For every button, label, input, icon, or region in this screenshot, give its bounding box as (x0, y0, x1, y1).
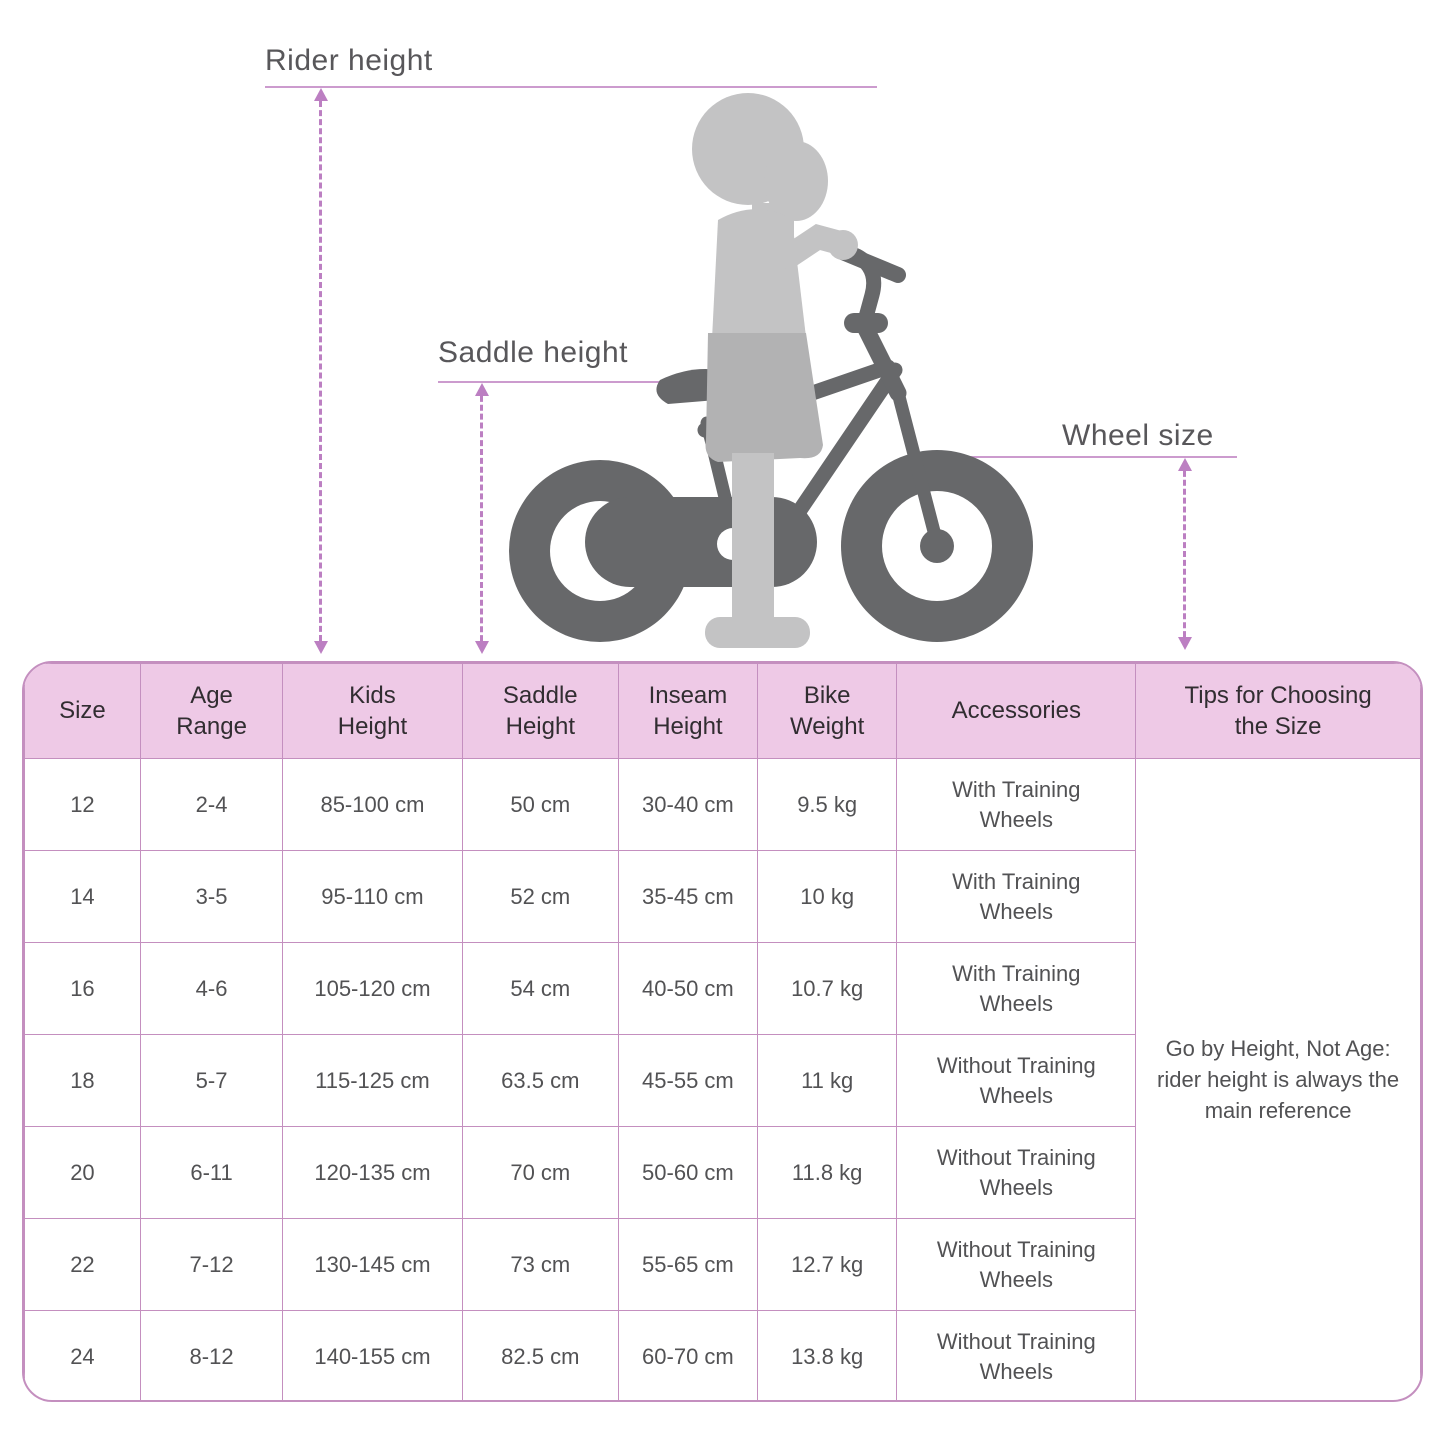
age-cell: 3-5 (140, 851, 282, 943)
age-cell: 5-7 (140, 1035, 282, 1127)
tips-cell: Go by Height, Not Age: rider height is always the main reference (1136, 759, 1421, 1403)
accessories-cell: Without Training Wheels (897, 1311, 1136, 1403)
weight-cell: 12.7 kg (757, 1219, 897, 1311)
weight-cell: 10 kg (757, 851, 897, 943)
size-cell: 18 (25, 1035, 141, 1127)
header-row (25, 664, 1421, 759)
weight-cell: 10.7 kg (757, 943, 897, 1035)
saddle-height-cell: 63.5 cm (462, 1035, 618, 1127)
age-cell: 6-11 (140, 1127, 282, 1219)
accessories-cell: Without Training Wheels (897, 1127, 1136, 1219)
saddle-height-cell: 70 cm (462, 1127, 618, 1219)
header-saddle-height: Saddle Height (462, 664, 618, 759)
wheel-size-label: Wheel size (1062, 419, 1214, 452)
wheel-size-arrow (1183, 462, 1186, 646)
saddle-height-cell: 54 cm (462, 943, 618, 1035)
rider-height-label: Rider height (265, 44, 433, 77)
size-cell: 16 (25, 943, 141, 1035)
chain-guard-icon (585, 497, 817, 587)
inseam-cell: 40-50 cm (618, 943, 757, 1035)
header-accessories: Accessories (897, 664, 1136, 759)
size-cell: 12 (25, 759, 141, 851)
size-cell: 24 (25, 1311, 141, 1403)
age-cell: 8-12 (140, 1311, 282, 1403)
saddle-height-cell: 52 cm (462, 851, 618, 943)
accessories-cell: With Training Wheels (897, 851, 1136, 943)
weight-cell: 11.8 kg (757, 1127, 897, 1219)
accessories-cell: With Training Wheels (897, 759, 1136, 851)
kids-height-cell: 115-125 cm (283, 1035, 462, 1127)
weight-cell: 11 kg (757, 1035, 897, 1127)
age-cell: 2-4 (140, 759, 282, 851)
inseam-cell: 45-55 cm (618, 1035, 757, 1127)
saddle-height-label: Saddle height (438, 336, 628, 369)
size-cell: 14 (25, 851, 141, 943)
header-bike-weight: Bike Weight (757, 664, 897, 759)
size-chart-table (24, 663, 1421, 1402)
saddle-height-arrow (480, 387, 483, 650)
saddle-height-cell: 82.5 cm (462, 1311, 618, 1403)
weight-cell: 13.8 kg (757, 1311, 897, 1403)
header-inseam-height: Inseam Height (618, 664, 757, 759)
size-chart-table-container (22, 661, 1423, 1402)
inseam-cell: 30-40 cm (618, 759, 757, 851)
header-kids-height: Kids Height (283, 664, 462, 759)
kids-height-cell: 105-120 cm (283, 943, 462, 1035)
size-cell: 22 (25, 1219, 141, 1311)
accessories-cell: Without Training Wheels (897, 1035, 1136, 1127)
kids-height-cell: 120-135 cm (283, 1127, 462, 1219)
inseam-cell: 60-70 cm (618, 1311, 757, 1403)
child-with-bike-illustration (500, 85, 1060, 655)
saddle-height-cell: 73 cm (462, 1219, 618, 1311)
kids-height-cell: 85-100 cm (283, 759, 462, 851)
saddle-height-cell: 50 cm (462, 759, 618, 851)
size-cell: 20 (25, 1127, 141, 1219)
kids-height-cell: 130-145 cm (283, 1219, 462, 1311)
header-size: Size (25, 664, 141, 759)
accessories-cell: With Training Wheels (897, 943, 1136, 1035)
kids-height-cell: 140-155 cm (283, 1311, 462, 1403)
header-tips: Tips for Choosing the Size (1136, 664, 1421, 759)
inseam-cell: 35-45 cm (618, 851, 757, 943)
age-cell: 4-6 (140, 943, 282, 1035)
table-row (25, 759, 1421, 851)
rider-height-arrow (319, 92, 322, 650)
weight-cell: 9.5 kg (757, 759, 897, 851)
kids-height-cell: 95-110 cm (283, 851, 462, 943)
header-age-range: Age Range (140, 664, 282, 759)
age-cell: 7-12 (140, 1219, 282, 1311)
accessories-cell: Without Training Wheels (897, 1219, 1136, 1311)
inseam-cell: 55-65 cm (618, 1219, 757, 1311)
inseam-cell: 50-60 cm (618, 1127, 757, 1219)
